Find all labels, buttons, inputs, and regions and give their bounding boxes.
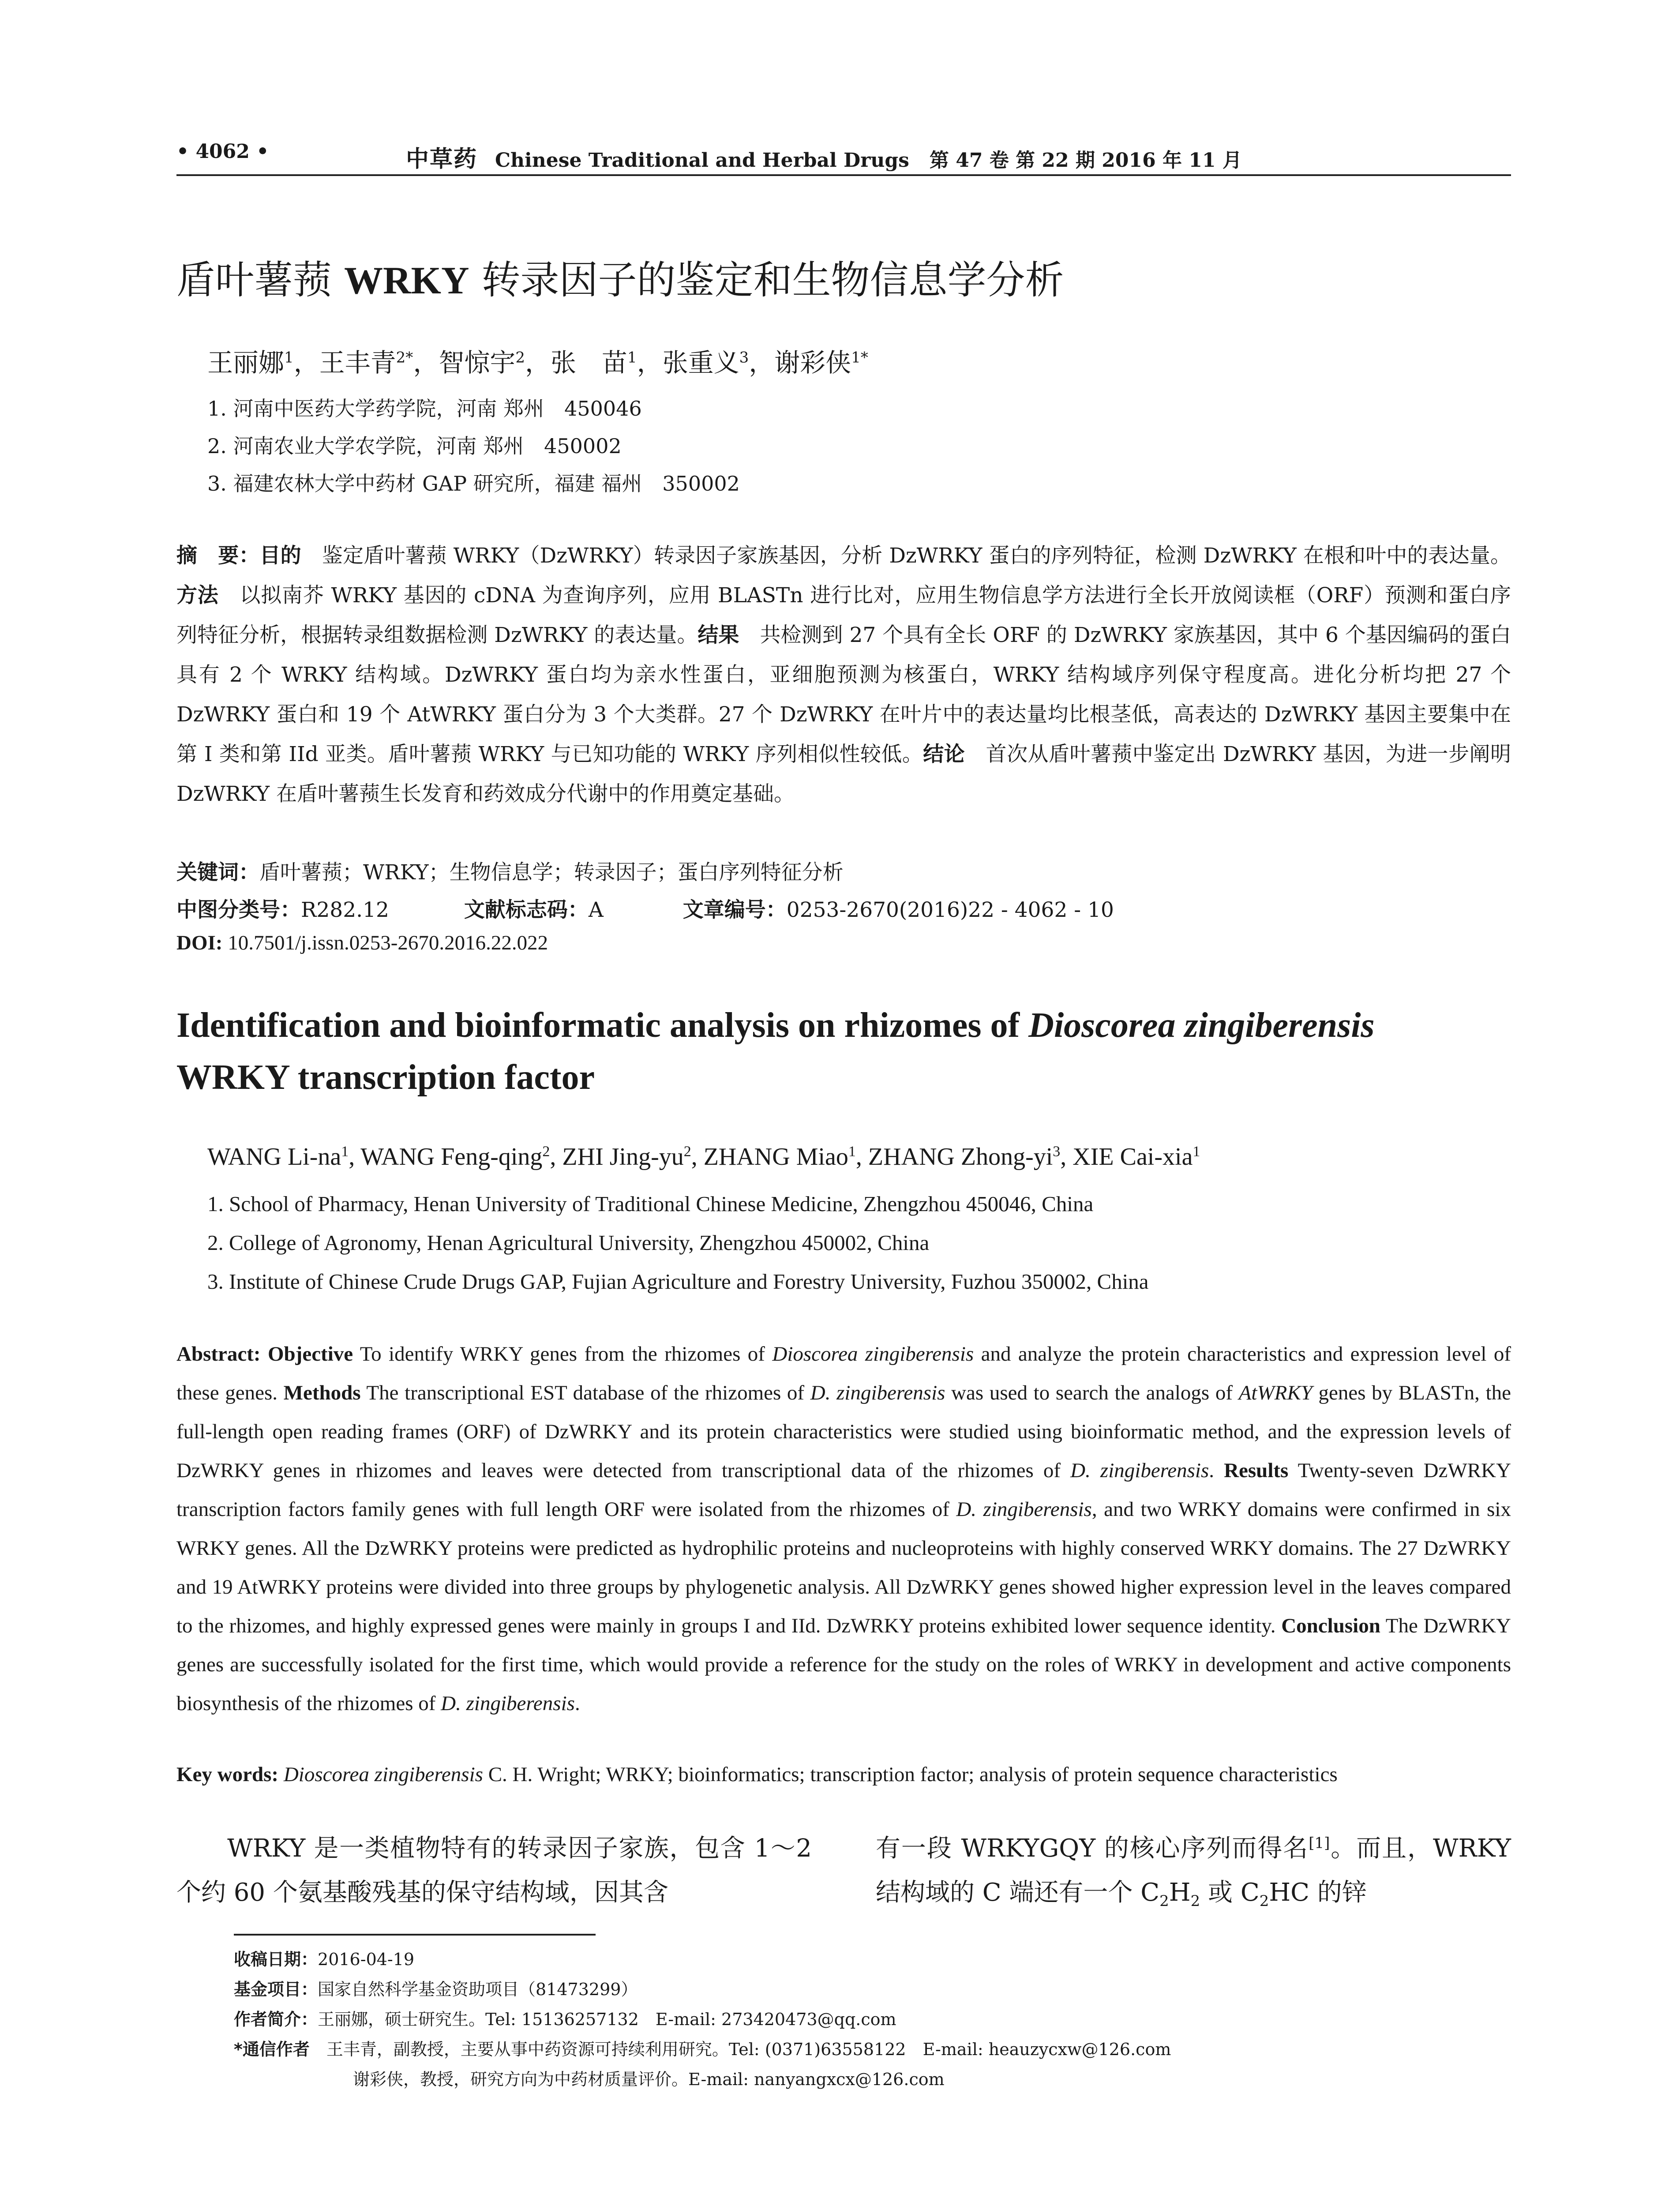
author-en: , ZHI Jing-yu bbox=[550, 1143, 684, 1171]
doc-code: A bbox=[588, 898, 604, 922]
abstract-en-text: . bbox=[574, 1692, 580, 1715]
author-en-affil: 2 bbox=[542, 1143, 550, 1160]
affiliation-cn-3: 3. 福建农林大学中药材 GAP 研究所，福建 福州 350002 bbox=[207, 472, 740, 495]
abstract-en-text: and analyze the protein characteristics and expression level of these genes. bbox=[176, 1343, 1511, 1404]
keywords-en-label: Key words: bbox=[176, 1763, 279, 1786]
keywords-en-text: C. H. Wright; WRKY; bioinformatics; transcription factor; analysis of protein sequence characteristics bbox=[483, 1763, 1338, 1786]
affiliation-en-3: 3. Institute of Chinese Crude Drugs GAP, Fujian Agriculture and Forestry University, Fuzhou 350002, China bbox=[207, 1269, 1149, 1294]
footnote-fund bbox=[234, 1976, 638, 2000]
title-cn bbox=[176, 249, 1064, 305]
subscript: 2 bbox=[1259, 1892, 1269, 1910]
body-text: 。而且，WRKY 结构域的 C 端还有一个 C bbox=[876, 1834, 1511, 1907]
author-cn-affil: 1* bbox=[851, 349, 868, 367]
affiliation-cn-2: 2. 河南农业大学农学院，河南 郑州 450002 bbox=[207, 434, 622, 458]
author-en-affil: 1 bbox=[848, 1143, 856, 1160]
affiliation-en-1: 1. School of Pharmacy, Henan University of Traditional Chinese Medicine, Zhengzhou 450046, China bbox=[207, 1192, 1094, 1216]
body-text: HC 的锌 bbox=[1269, 1878, 1367, 1907]
article-number: 0253-2670(2016)22 - 4062 - 10 bbox=[786, 898, 1114, 922]
title-en-pre: Identification and bioinformatic analysis on rhizomes of bbox=[176, 1006, 1029, 1045]
abstract-en-text: . bbox=[1209, 1459, 1224, 1482]
author-en-affil: 1 bbox=[1192, 1143, 1200, 1160]
author-en-affil: 1 bbox=[341, 1143, 349, 1160]
abstract-cn-results: 共检测到 27 个具有全长 ORF 的 DzWRKY 家族基因，其中 6 个基因编码的蛋白具有 2 个 WRKY 结构域。DzWRKY 蛋白均为亲水性蛋白，亚细胞预测为核蛋白，WRKY 结构域序列保守程度高。进化分析均把 27 个 DzWRKY 蛋白和 19 个 AtWRKY 蛋白分为 3 个大类群。27 个 DzWRKY 在叶片中的表达量均比根茎低，高表达的 DzWRKY 基因主要集中在第 I 类和第 IId 亚类。盾叶薯蓣 WRKY 与已知功能的 WRKY 序列相似性较低。 bbox=[176, 623, 1511, 766]
abstract-cn-methods-label: 方法 bbox=[176, 583, 219, 608]
footnote-rule bbox=[234, 1934, 596, 1936]
abstract-en-species: D. zingiberensis bbox=[441, 1692, 575, 1715]
author-cn: 王丽娜 bbox=[207, 348, 285, 378]
journal-name-cn: 中草药 bbox=[406, 146, 478, 173]
footnote-text: 2016-04-19 bbox=[318, 1950, 415, 1969]
author-cn: ，智惊宇 bbox=[413, 348, 516, 378]
header-rule bbox=[176, 174, 1511, 176]
abstract-en-text: The DzWRKY genes are successfully isolated for the first time, which would provide a reference for the study on the roles of WRKY in development and active components biosynthesis of the rhizomes of bbox=[176, 1614, 1511, 1715]
author-cn-affil: 1 bbox=[627, 349, 637, 367]
abstract-en-text: To identify WRKY genes from the rhizomes of bbox=[353, 1343, 772, 1366]
author-en: , ZHANG Zhong-yi bbox=[855, 1143, 1053, 1171]
abstract-en-text: genes by BLASTn, the full-length open reading frames (ORF) of DzWRKY and its protein characteristics were studied using bioinformatic method, and the expression levels of DzWRKY genes in rhizomes and leaves were detected from transcriptional data of the rhizomes of bbox=[176, 1381, 1511, 1482]
abstract-en-text: , and two WRKY domains were confirmed in six WRKY genes. All the DzWRKY proteins were predicted as hydrophilic proteins and nucleoproteins with highly conserved WRKY domains. The 27 DzWRKY and 19 AtWRKY proteins were divided into three groups by phylogenetic analysis. All DzWRKY genes showed higher expression level in the leaves compared to the rhizomes, and highly expressed genes were mainly in groups I and IId. DzWRKY proteins exhibited lower sequence identity. bbox=[176, 1498, 1511, 1637]
affiliation-en-2: 2. College of Agronomy, Henan Agricultural University, Zhengzhou 450002, China bbox=[207, 1231, 930, 1255]
authors-en bbox=[207, 1143, 1200, 1171]
authors-cn bbox=[207, 342, 868, 379]
footnote-text: 王丽娜，硕士研究生。Tel: 15136257132 E-mail: 273420473@qq.com bbox=[318, 2010, 896, 2029]
abstract-en-species: Dioscorea zingiberensis bbox=[772, 1343, 974, 1366]
clc-number: R282.12 bbox=[301, 898, 389, 922]
author-en: , WANG Feng-qing bbox=[349, 1143, 543, 1171]
author-cn: ，张 苗 bbox=[525, 348, 627, 378]
footnote-text: 国家自然科学基金资助项目（81473299） bbox=[318, 1980, 638, 1999]
abstract-en-text: The transcriptional EST database of the rhizomes of bbox=[360, 1381, 810, 1404]
journal-name-en: Chinese Traditional and Herbal Drugs bbox=[495, 149, 909, 172]
citation-ref[interactable]: [1] bbox=[1309, 1834, 1330, 1852]
title-en bbox=[176, 999, 1544, 1103]
footnote-corresponding bbox=[234, 2036, 1171, 2060]
running-header bbox=[176, 140, 1511, 171]
abstract-cn-results-label: 结果 bbox=[698, 623, 739, 647]
author-en: , XIE Cai-xia bbox=[1060, 1143, 1193, 1171]
abstract-en-text: was used to search the analogs of bbox=[945, 1381, 1239, 1404]
abstract-en-species: D. zingiberensis bbox=[810, 1381, 945, 1404]
footnote-author-bio bbox=[234, 2006, 896, 2030]
footnote-label: 作者简介： bbox=[234, 2010, 318, 2029]
author-en-affil: 3 bbox=[1053, 1143, 1061, 1160]
abstract-cn-conclusion: 首次从盾叶薯蓣中鉴定出 DzWRKY 基因，为进一步阐明 DzWRKY 在盾叶薯蓣生长发育和药效成分代谢中的作用奠定基础。 bbox=[176, 742, 1511, 806]
author-cn: ，谢彩侠 bbox=[749, 348, 851, 378]
abstract-en-methods-label: Methods bbox=[283, 1381, 361, 1404]
footnote-text: 王丰青，副教授，主要从事中药资源可持续利用研究。Tel: (0371)63558122 E-mail: heauzycxw@126.com bbox=[309, 2040, 1171, 2059]
abstract-en-gene: AtWRKY bbox=[1238, 1381, 1312, 1404]
title-cn-post: 转录因子的鉴定和生物信息学分析 bbox=[469, 257, 1064, 303]
classification-line bbox=[176, 893, 1114, 923]
body-text: 有一段 WRKYGQY 的核心序列而得名 bbox=[876, 1834, 1309, 1863]
abstract-en bbox=[176, 1335, 1511, 1723]
author-cn-affil: 3 bbox=[739, 349, 749, 367]
footnote-label: 基金项目： bbox=[234, 1980, 318, 1999]
subscript: 2 bbox=[1159, 1892, 1169, 1910]
author-en-affil: 2 bbox=[683, 1143, 691, 1160]
body-column-right bbox=[876, 1827, 1511, 1915]
abstract-en-label: Abstract: bbox=[176, 1343, 261, 1366]
abstract-cn-methods: 以拟南芥 WRKY 基因的 cDNA 为查询序列，应用 BLASTn 进行比对，应用生物信息学方法进行全长开放阅读框（ORF）预测和蛋白序列特征分析，根据转录组数据检测 DzWRKY 的表达量。 bbox=[176, 583, 1511, 647]
title-en-species: Dioscorea zingiberensis bbox=[1028, 1006, 1375, 1045]
article-number-label: 文章编号： bbox=[682, 898, 787, 922]
footnote-label: 收稿日期： bbox=[234, 1950, 318, 1969]
keywords-en bbox=[176, 1763, 1526, 1786]
page-number: • 4062 • bbox=[176, 140, 269, 163]
abstract-cn-conclusion-label: 结论 bbox=[923, 742, 965, 766]
keywords-en-species: Dioscorea zingiberensis bbox=[283, 1763, 483, 1786]
author-en: , ZHANG Miao bbox=[691, 1143, 848, 1171]
doc-code-label: 文献标志码： bbox=[464, 898, 589, 922]
abstract-en-results-label: Results bbox=[1224, 1459, 1289, 1482]
footnote-label: *通信作者 bbox=[234, 2040, 310, 2059]
footnote-received bbox=[234, 1946, 414, 1970]
keywords-cn-text: 盾叶薯蓣；WRKY；生物信息学；转录因子；蛋白序列特征分析 bbox=[259, 860, 844, 885]
abstract-cn-label: 摘 要： bbox=[176, 544, 260, 568]
footnote-corresponding-2: 谢彩侠，教授，研究方向为中药材质量评价。E-mail: nanyangxcx@126.com bbox=[353, 2070, 945, 2089]
abstract-cn-objective: 鉴定盾叶薯蓣 WRKY（DzWRKY）转录因子家族基因，分析 DzWRKY 蛋白的序列特征，检测 DzWRKY 在根和叶中的表达量。 bbox=[301, 544, 1511, 568]
author-cn: ，张重义 bbox=[637, 348, 739, 378]
body-column-left: WRKY 是一类植物特有的转录因子家族，包含 1～2 个约 60 个氨基酸残基的保守结构域，因其含 bbox=[176, 1834, 812, 1907]
subscript: 2 bbox=[1190, 1892, 1200, 1910]
author-en: WANG Li-na bbox=[207, 1143, 341, 1171]
abstract-en-species: D. zingiberensis bbox=[956, 1498, 1092, 1521]
body-text: H bbox=[1169, 1878, 1191, 1907]
title-cn-pre: 盾叶薯蓣 bbox=[176, 257, 344, 303]
body-text: 或 C bbox=[1200, 1878, 1260, 1907]
doi-label: DOI: bbox=[176, 931, 223, 954]
author-cn: ，王丰青 bbox=[293, 348, 396, 378]
title-en-post: WRKY transcription factor bbox=[176, 1058, 595, 1097]
journal-issue: 第 47 卷 第 22 期 2016 年 11 月 bbox=[929, 149, 1242, 172]
keywords-cn-label: 关键词： bbox=[176, 860, 259, 885]
clc-label: 中图分类号： bbox=[176, 898, 301, 922]
doi-value[interactable]: 10.7501/j.issn.0253-2670.2016.22.022 bbox=[228, 931, 548, 954]
abstract-en-species: D. zingiberensis bbox=[1070, 1459, 1209, 1482]
title-cn-bold: WRKY bbox=[344, 259, 469, 302]
abstract-en-text: Twenty-seven DzWRKY transcription factors family genes with full length ORF were isolated from the rhizomes of bbox=[176, 1459, 1511, 1521]
abstract-en-conclusion-label: Conclusion bbox=[1281, 1614, 1380, 1637]
abstract-en-objective-label: Objective bbox=[267, 1343, 353, 1366]
author-cn-affil: 1 bbox=[284, 349, 294, 367]
abstract-cn-objective-label: 目的 bbox=[259, 544, 301, 568]
journal-name bbox=[406, 140, 1242, 173]
keywords-cn bbox=[176, 856, 844, 885]
author-cn-affil: 2 bbox=[515, 349, 525, 367]
affiliation-cn-1: 1. 河南中医药大学药学院，河南 郑州 450046 bbox=[207, 397, 642, 420]
doi-line bbox=[176, 931, 548, 955]
abstract-cn bbox=[176, 536, 1511, 814]
author-cn-affil: 2* bbox=[396, 349, 413, 367]
